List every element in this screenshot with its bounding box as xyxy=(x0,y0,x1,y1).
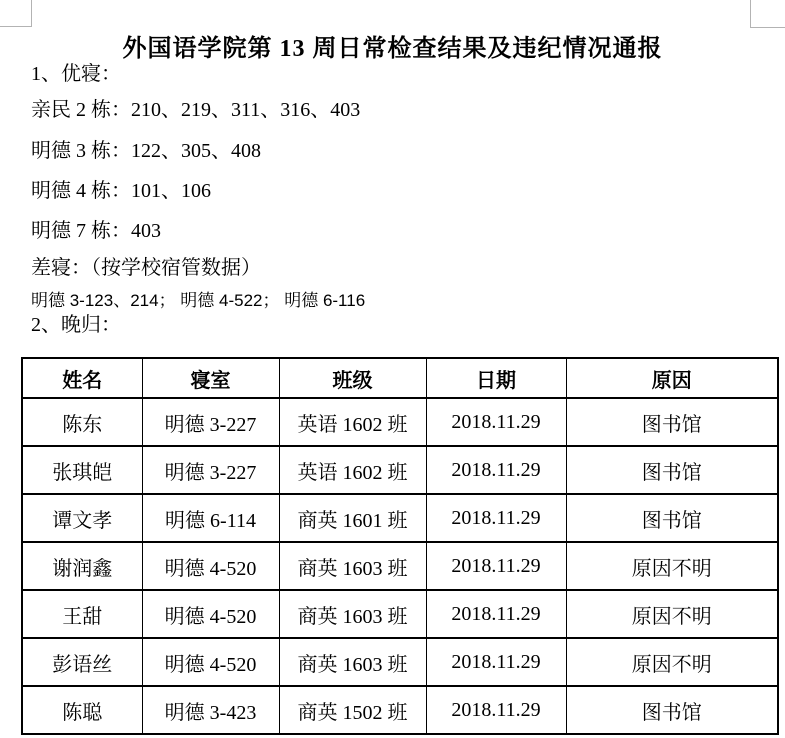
cell-class: 商英 1502 班 xyxy=(279,686,426,734)
cell-date: 2018.11.29 xyxy=(426,638,566,686)
cell-dorm: 明德 4-520 xyxy=(142,542,279,590)
section-heading-good-dorms: 1、优寝： xyxy=(31,63,121,85)
cell-dorm: 明德 4-520 xyxy=(142,590,279,638)
cell-dorm: 明德 4-520 xyxy=(142,638,279,686)
cell-class: 商英 1603 班 xyxy=(279,542,426,590)
document-title: 外国语学院第 13 周日常检查结果及违纪情况通报 xyxy=(122,36,663,62)
table-row xyxy=(22,590,778,638)
cell-name: 张琪皑 xyxy=(22,446,142,494)
table-row xyxy=(22,542,778,590)
cell-name: 彭语丝 xyxy=(22,638,142,686)
cell-date: 2018.11.29 xyxy=(426,398,566,446)
cell-name: 陈东 xyxy=(22,398,142,446)
column-header-date: 日期 xyxy=(426,358,566,398)
good-dorm-line-mingde-4: 明德 4 栋：101、106 xyxy=(31,180,211,202)
column-header-name: 姓名 xyxy=(22,358,142,398)
cell-reason: 图书馆 xyxy=(566,446,778,494)
cell-class: 商英 1603 班 xyxy=(279,590,426,638)
cell-date: 2018.11.29 xyxy=(426,446,566,494)
cell-name: 谢润鑫 xyxy=(22,542,142,590)
page-margin-crop-mark-top-right xyxy=(750,0,785,28)
good-dorm-line-qinmin-2: 亲民 2 栋：210、219、311、316、403 xyxy=(31,99,361,121)
late-return-table xyxy=(21,357,779,735)
cell-date: 2018.11.29 xyxy=(426,542,566,590)
good-dorm-line-mingde-3: 明德 3 栋：122、305、408 xyxy=(31,140,261,162)
cell-name: 谭文孝 xyxy=(22,494,142,542)
table-row xyxy=(22,398,778,446)
cell-date: 2018.11.29 xyxy=(426,590,566,638)
section-heading-late-return: 2、晚归： xyxy=(31,314,121,336)
cell-reason: 图书馆 xyxy=(566,494,778,542)
cell-class: 英语 1602 班 xyxy=(279,398,426,446)
table-row xyxy=(22,686,778,734)
table-row xyxy=(22,446,778,494)
cell-reason: 图书馆 xyxy=(566,686,778,734)
cell-dorm: 明德 3-423 xyxy=(142,686,279,734)
table-row xyxy=(22,638,778,686)
cell-reason: 图书馆 xyxy=(566,398,778,446)
cell-reason: 原因不明 xyxy=(566,542,778,590)
cell-dorm: 明德 3-227 xyxy=(142,398,279,446)
cell-name: 王甜 xyxy=(22,590,142,638)
bad-dorm-data-line: 明德 3-123、214； 明德 4-522； 明德 6-116 xyxy=(31,291,366,310)
cell-class: 商英 1603 班 xyxy=(279,638,426,686)
column-header-class: 班级 xyxy=(279,358,426,398)
good-dorm-line-mingde-7: 明德 7 栋：403 xyxy=(31,220,161,242)
cell-class: 英语 1602 班 xyxy=(279,446,426,494)
table-row xyxy=(22,494,778,542)
column-header-dorm: 寝室 xyxy=(142,358,279,398)
cell-date: 2018.11.29 xyxy=(426,494,566,542)
page-margin-crop-mark-top-left xyxy=(0,0,32,27)
cell-dorm: 明德 6-114 xyxy=(142,494,279,542)
cell-dorm: 明德 3-227 xyxy=(142,446,279,494)
cell-reason: 原因不明 xyxy=(566,590,778,638)
section-heading-bad-dorms: 差寝：（按学校宿管数据） xyxy=(31,257,261,279)
cell-reason: 原因不明 xyxy=(566,638,778,686)
table-header-row xyxy=(22,358,778,398)
cell-name: 陈聪 xyxy=(22,686,142,734)
cell-date: 2018.11.29 xyxy=(426,686,566,734)
column-header-reason: 原因 xyxy=(566,358,778,398)
cell-class: 商英 1601 班 xyxy=(279,494,426,542)
